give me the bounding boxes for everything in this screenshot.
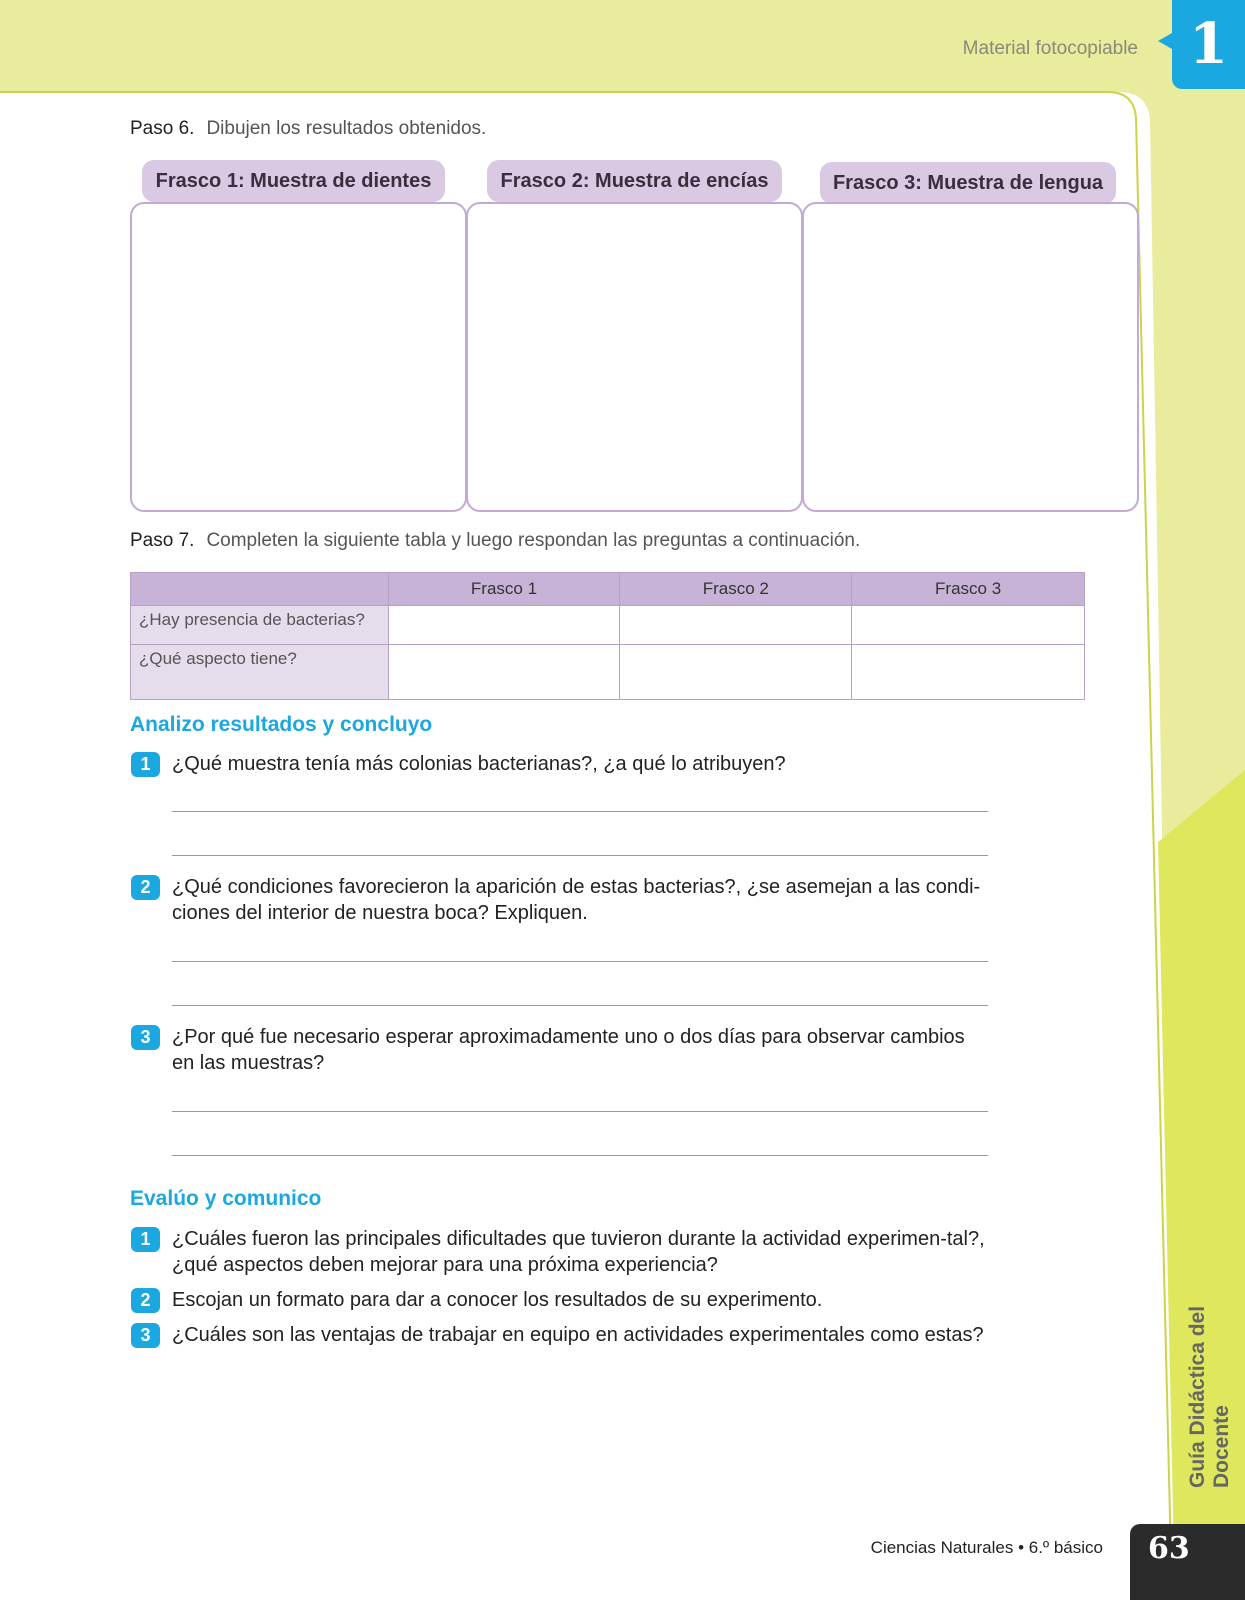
analysis-q1-number: 1 [131, 752, 160, 777]
analysis-q3-text: ¿Por qué fue necesario esperar aproximadamente uno o dos días para observar cambios en las muestras? [172, 1026, 965, 1074]
step6-label: Paso 6. [130, 118, 195, 139]
table-cell[interactable] [388, 606, 620, 645]
evaluation-q2-number: 2 [131, 1288, 160, 1313]
jar-3-drawing-area[interactable] [802, 202, 1139, 512]
footer-course: Ciencias Naturales • 6.º básico [870, 1538, 1103, 1557]
evaluation-q3-number: 3 [131, 1323, 160, 1348]
answer-line[interactable] [172, 1111, 988, 1112]
page-number: 63 [1130, 1524, 1245, 1600]
analysis-q2-text: ¿Qué condiciones favorecieron la aparición de estas bacterias?, ¿se asemejan a las condi-ciones del interior de nuestra boca? Expliquen. [172, 876, 981, 924]
analysis-q2-number: 2 [131, 875, 160, 900]
table-cell[interactable] [852, 645, 1085, 700]
table-row [131, 606, 1085, 645]
results-table [130, 572, 1085, 700]
row-label-aspect: ¿Qué aspecto tiene? [131, 645, 389, 700]
table-cell[interactable] [852, 606, 1085, 645]
evaluation-title: Evalúo y comunico [130, 1187, 322, 1210]
step7-label: Paso 7. [130, 530, 195, 551]
step7 [130, 530, 860, 552]
chapter-arrow-icon [1158, 33, 1172, 49]
row-label-bacteria: ¿Hay presencia de bacterias? [131, 606, 389, 645]
analysis-title: Analizo resultados y concluyo [130, 713, 433, 736]
table-row [131, 645, 1085, 700]
analysis-q3-number: 3 [131, 1025, 160, 1050]
step7-text: Completen la siguiente tabla y luego respondan las preguntas a continuación. [206, 530, 861, 551]
table-header-row [131, 573, 1085, 606]
answer-line[interactable] [172, 855, 988, 856]
table-cell[interactable] [620, 606, 852, 645]
answer-line[interactable] [172, 961, 988, 962]
evaluation-q1-number: 1 [131, 1227, 160, 1252]
jar-2-drawing-area[interactable] [466, 202, 803, 512]
step6 [130, 118, 486, 140]
table-header-empty [131, 573, 389, 606]
sidebar-title: Guía Didáctica del Docente [1186, 1305, 1233, 1488]
answer-line[interactable] [172, 1155, 988, 1156]
table-cell[interactable] [620, 645, 852, 700]
analysis-q1-text: ¿Qué muestra tenía más colonias bacterianas?, ¿a qué lo atribuyen? [172, 753, 786, 775]
jar-1-drawing-area[interactable] [130, 202, 467, 512]
table-header-frasco-2: Frasco 2 [620, 573, 852, 606]
jar-2-label: Frasco 2: Muestra de encías [487, 160, 782, 202]
answer-line[interactable] [172, 811, 988, 812]
evaluation-q2-text: Escojan un formato para dar a conocer los resultados de su experimento. [172, 1289, 823, 1311]
jar-3-label: Frasco 3: Muestra de lengua [820, 162, 1116, 204]
table-header-frasco-3: Frasco 3 [852, 573, 1085, 606]
jar-1-label: Frasco 1: Muestra de dientes [142, 160, 445, 202]
evaluation-q3-text: ¿Cuáles son las ventajas de trabajar en equipo en actividades experimentales como estas? [172, 1324, 984, 1346]
table-cell[interactable] [388, 645, 620, 700]
chapter-number: 1 [1172, 0, 1245, 89]
evaluation-q1-text: ¿Cuáles fueron las principales dificultades que tuvieron durante la actividad experimen-tal?, ¿qué aspectos deben mejorar para una próxima experiencia? [172, 1228, 985, 1276]
table-header-frasco-1: Frasco 1 [388, 573, 620, 606]
step6-text: Dibujen los resultados obtenidos. [206, 118, 487, 139]
answer-line[interactable] [172, 1005, 988, 1006]
header-label: Material fotocopiable [962, 38, 1138, 59]
